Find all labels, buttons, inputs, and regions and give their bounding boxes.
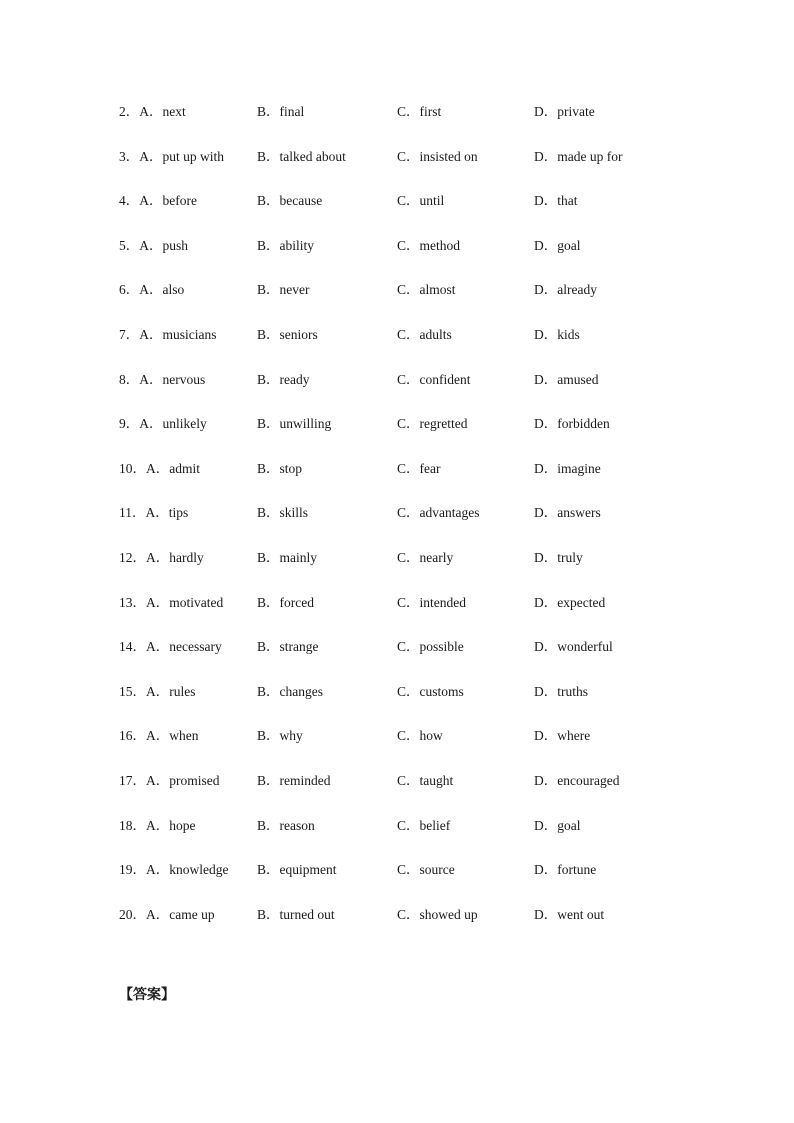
option-a: 11．A．tips: [119, 505, 189, 521]
question-row: [0, 860, 794, 905]
option-d: D．wonderful: [534, 639, 613, 655]
question-row: [0, 236, 794, 281]
option-b: B．skills: [257, 505, 309, 521]
option-c: C．confident: [397, 371, 471, 387]
option-a: 18．A．hope: [119, 817, 196, 833]
option-c: C．source: [397, 862, 455, 878]
option-d: D．made up for: [534, 148, 623, 164]
option-a: 13．A．motivated: [119, 594, 224, 610]
option-d: D．truths: [534, 683, 588, 699]
question-row: [0, 726, 794, 771]
option-c: C．belief: [397, 817, 451, 833]
option-c: C．adults: [397, 326, 452, 342]
option-c: C．customs: [397, 683, 464, 699]
question-row: [0, 637, 794, 682]
option-d: D．answers: [534, 505, 601, 521]
option-b: B．ready: [257, 371, 310, 387]
question-row: [0, 147, 794, 192]
option-a: 12．A．hardly: [119, 549, 204, 565]
option-b: B．talked about: [257, 148, 346, 164]
option-d: D．fortune: [534, 862, 597, 878]
option-a: 5．A．push: [119, 237, 189, 253]
option-c: C．fear: [397, 460, 441, 476]
option-b: B．stop: [257, 460, 303, 476]
question-row: [0, 191, 794, 236]
option-b: B．never: [257, 282, 310, 298]
option-b: B．final: [257, 104, 305, 119]
option-b: B．ability: [257, 237, 314, 253]
option-a: 2．A．next: [119, 104, 186, 119]
option-b: B．seniors: [257, 326, 318, 342]
option-b: B．reminded: [257, 772, 331, 788]
option-c: C．insisted on: [397, 148, 478, 164]
question-row: [0, 771, 794, 816]
option-d: D．kids: [534, 326, 580, 342]
option-d: D．truly: [534, 549, 583, 565]
option-d: D．where: [534, 728, 591, 744]
option-c: C．almost: [397, 282, 456, 298]
option-c: C．showed up: [397, 906, 478, 922]
option-d: D．forbidden: [534, 416, 610, 432]
option-a: 9．A．unlikely: [119, 416, 207, 432]
option-c: C．taught: [397, 772, 454, 788]
option-b: B．equipment: [257, 862, 337, 878]
option-a: 10．A．admit: [119, 460, 200, 476]
option-b: B．reason: [257, 817, 315, 833]
option-b: B．turned out: [257, 906, 335, 922]
option-d: D．amused: [534, 371, 599, 387]
option-d: D．goal: [534, 817, 581, 833]
option-c: C．intended: [397, 594, 466, 610]
question-row: [0, 280, 794, 325]
option-c: C．until: [397, 193, 445, 209]
question-row: [0, 325, 794, 370]
option-a: 16．A．when: [119, 728, 199, 744]
option-b: B．because: [257, 193, 323, 209]
option-a: 17．A．promised: [119, 772, 220, 788]
option-b: B．mainly: [257, 549, 317, 565]
option-d: D．that: [534, 193, 578, 209]
option-d: D．went out: [534, 906, 605, 922]
question-row: [0, 102, 794, 147]
option-b: B．unwilling: [257, 416, 332, 432]
option-d: D．encouraged: [534, 772, 620, 788]
option-d: D．expected: [534, 594, 606, 610]
question-list: [0, 102, 794, 949]
question-row: [0, 414, 794, 459]
option-a: 8．A．nervous: [119, 371, 206, 387]
question-row: [0, 548, 794, 593]
question-row: [0, 459, 794, 504]
option-d: D．imagine: [534, 460, 601, 476]
question-row: [0, 370, 794, 415]
option-d: D．goal: [534, 237, 581, 253]
option-c: C．method: [397, 237, 460, 253]
answer-heading: 【答案】: [119, 987, 175, 1003]
option-c: C．regretted: [397, 416, 468, 432]
option-c: C．advantages: [397, 505, 480, 521]
option-b: B．why: [257, 728, 303, 744]
option-c: C．how: [397, 728, 443, 744]
option-d: D．already: [534, 282, 597, 298]
option-a: 4．A．before: [119, 193, 197, 209]
option-b: B．changes: [257, 683, 323, 699]
option-a: 3．A．put up with: [119, 148, 225, 164]
option-a: 19．A．knowledge: [119, 862, 229, 878]
option-c: C．possible: [397, 639, 464, 655]
question-row: [0, 816, 794, 861]
option-a: 7．A．musicians: [119, 326, 217, 342]
option-a: 6．A．also: [119, 282, 185, 298]
option-a: 20．A．came up: [119, 906, 215, 922]
question-row: [0, 682, 794, 727]
option-a: 14．A．necessary: [119, 639, 222, 655]
option-c: C．nearly: [397, 549, 454, 565]
option-d: D．private: [534, 104, 595, 119]
option-b: B．strange: [257, 639, 319, 655]
question-row: [0, 503, 794, 548]
question-row: [0, 905, 794, 950]
option-c: C．first: [397, 104, 442, 119]
option-b: B．forced: [257, 594, 314, 610]
option-a: 15．A．rules: [119, 683, 196, 699]
question-row: [0, 593, 794, 638]
